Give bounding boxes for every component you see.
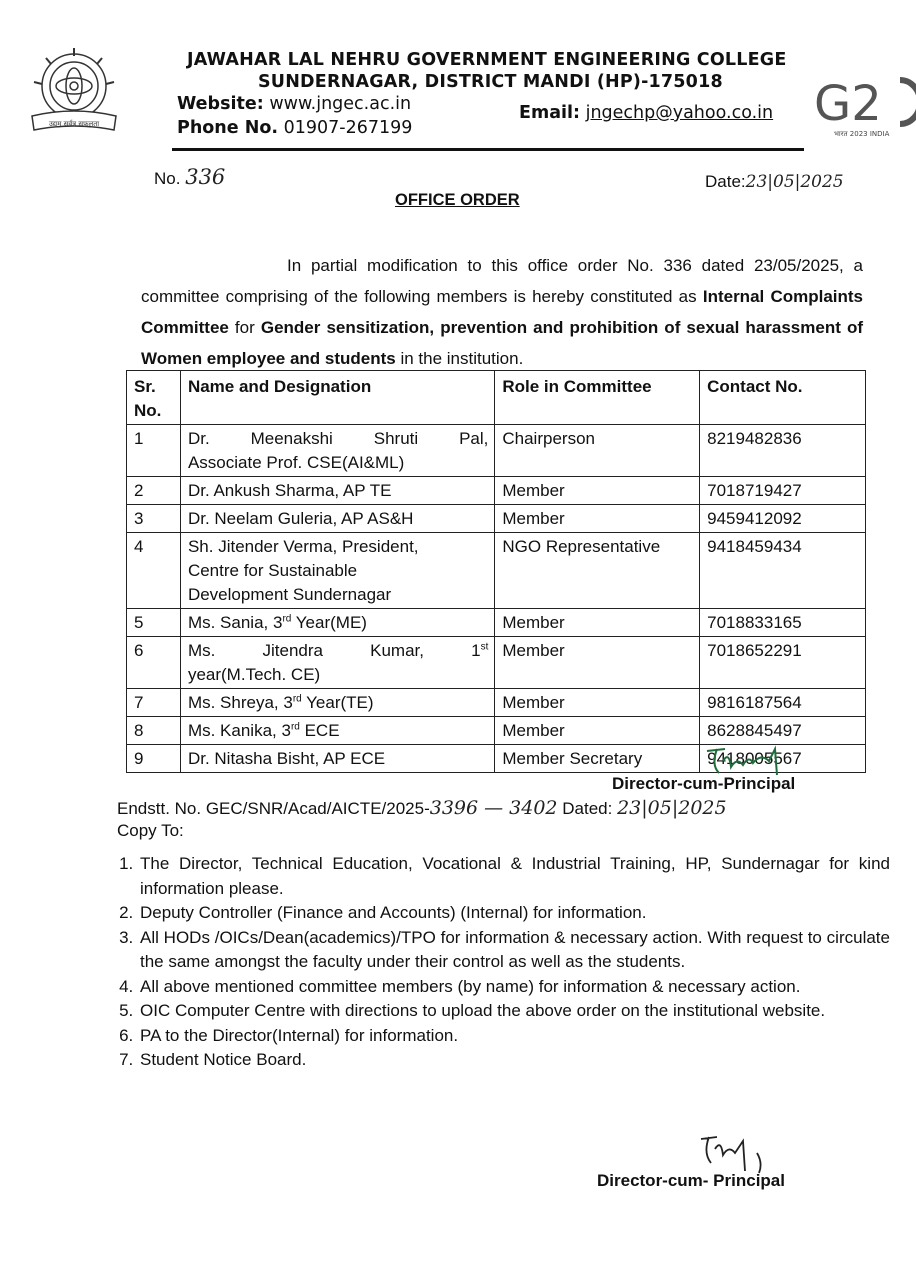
name-text: Ms. Kanika, 3: [187, 721, 291, 740]
name-line: [188, 639, 488, 663]
cell-sr: 9: [127, 745, 181, 773]
svg-text:उद्यम सर्वत्र सफलता: उद्यम सर्वत्र सफलता: [48, 120, 100, 128]
header-name: Name and Designation: [180, 371, 494, 425]
paragraph-text: in the institution.: [395, 349, 524, 368]
paragraph-text: for: [228, 318, 261, 337]
cell-contact: 9418005567: [700, 745, 866, 773]
name-text: Ms. Sania, 3: [187, 613, 283, 632]
g20-logo-icon: [812, 72, 916, 142]
institution-name: JAWAHAR LAL NEHRU GOVERNMENT ENGINEERING COLLEGE: [187, 50, 787, 70]
name-text: Year(ME): [291, 613, 367, 632]
svg-text:G2: G2: [814, 76, 882, 132]
committee-table: [126, 370, 866, 773]
table-row: [127, 637, 866, 689]
name-text: ECE: [299, 721, 340, 740]
list-item: 2. Deputy Controller (Finance and Accounts) (Internal) for information.: [138, 901, 890, 926]
cell-contact: 9459412092: [700, 505, 866, 533]
cell-name: Dr. Nitasha Bisht, AP ECE: [180, 745, 494, 773]
header-divider: [172, 148, 804, 151]
ordinal-suffix: rd: [290, 721, 300, 733]
list-item: 6. PA to the Director(Internal) for information.: [138, 1024, 890, 1049]
phone-value: 01907-267199: [283, 118, 413, 138]
table-row: [127, 425, 866, 477]
header-contact: Contact No.: [700, 371, 866, 425]
signatory-title: Director-cum-Principal: [612, 774, 796, 793]
cell-name: [180, 717, 494, 745]
cell-role: Member Secretary: [495, 745, 700, 773]
cell-sr: 5: [127, 609, 181, 637]
name-line: Dr. Meenakshi Shruti Pal,: [187, 429, 489, 448]
website-line: [177, 94, 411, 114]
order-date-value: 23|05|2025: [745, 172, 844, 192]
page-title: OFFICE ORDER: [395, 191, 520, 209]
header-role: Role in Committee: [495, 371, 700, 425]
cell-sr: 7: [127, 689, 181, 717]
cell-role: Member: [495, 637, 700, 689]
cell-name: [180, 689, 494, 717]
table-row: [127, 477, 866, 505]
table-row: [127, 609, 866, 637]
committee-name: Internal Complaints Committee: [141, 287, 864, 337]
cell-name: [180, 637, 494, 689]
designation-line: Centre for Sustainable: [187, 561, 358, 580]
svg-text:भारत 2023 INDIA: भारत 2023 INDIA: [834, 130, 890, 138]
cell-role: NGO Representative: [495, 533, 700, 609]
copy-to-label: Copy To:: [117, 821, 184, 840]
website-link[interactable]: www.jngec.ac.in: [269, 94, 412, 114]
committee-purpose: Gender sensitization, prevention and prohibition of sexual harassment of Women employee and students: [141, 318, 863, 368]
list-item: 4. All above mentioned committee members (by name) for information & necessary action.: [138, 975, 890, 1000]
name-line: Sh. Jitender Verma, President,: [187, 537, 419, 556]
cell-role: Member: [495, 505, 700, 533]
cell-sr: 3: [127, 505, 181, 533]
name-text: Ms. Jitendra Kumar, 1: [187, 641, 481, 660]
designation-line: Associate Prof. CSE(AI&ML): [187, 453, 405, 472]
email-label: Email:: [519, 103, 580, 123]
cell-contact: 9418459434: [700, 533, 866, 609]
list-item: 5. OIC Computer Centre with directions to upload the above order on the institutional website.: [138, 999, 890, 1024]
email-line: [519, 103, 773, 123]
name-text: Ms. Shreya, 3: [187, 693, 293, 712]
order-date: [705, 172, 844, 192]
cell-contact: 8628845497: [700, 717, 866, 745]
email-link[interactable]: jngechp@yahoo.co.in: [585, 103, 774, 123]
cell-role: Member: [495, 689, 700, 717]
endorsement-line: [117, 797, 727, 819]
cell-sr: 2: [127, 477, 181, 505]
paragraph-text: In partial modification to this office order No. 336 dated 23/05/2025, a committee comprising of the following members is hereby constituted as: [141, 256, 863, 306]
order-number: [154, 165, 225, 189]
cell-sr: 1: [127, 425, 181, 477]
table-row: [127, 689, 866, 717]
cell-sr: 8: [127, 717, 181, 745]
cell-sr: 6: [127, 637, 181, 689]
ordinal-suffix: rd: [292, 693, 302, 705]
table-row: [127, 717, 866, 745]
header-sr-no: Sr. No.: [127, 371, 181, 425]
cell-contact: 7018652291: [700, 637, 866, 689]
name-text: Year(TE): [301, 693, 374, 712]
cell-contact: 9816187564: [700, 689, 866, 717]
copy-to-list: [108, 852, 890, 1073]
order-number-label: No.: [154, 169, 181, 188]
cell-name: [180, 609, 494, 637]
cell-role: Member: [495, 609, 700, 637]
cell-name: [180, 533, 494, 609]
college-emblem-icon: [26, 46, 122, 138]
signature-icon: [703, 743, 813, 777]
cell-role: Chairperson: [495, 425, 700, 477]
order-date-label: Date:: [705, 172, 746, 191]
endorsement-date-label: Dated:: [557, 799, 618, 818]
cell-name: Dr. Neelam Guleria, AP AS&H: [180, 505, 494, 533]
cell-contact: 7018719427: [700, 477, 866, 505]
endorsement-number: Endstt. No. GEC/SNR/Acad/AICTE/2025-: [117, 799, 430, 818]
order-number-value: 336: [185, 165, 226, 189]
institution-address: SUNDERNAGAR, DISTRICT MANDI (HP)-175018: [258, 72, 723, 92]
order-paragraph: [141, 250, 863, 374]
table-row: [127, 533, 866, 609]
table-header-row: [127, 371, 866, 425]
list-item: 1. The Director, Technical Education, Vocational & Industrial Training, HP, Sundernagar for kind information please.: [138, 852, 890, 901]
list-item: 3. All HODs /OICs/Dean(academics)/TPO for information & necessary action. With request to circulate the same amongst the faculty under their control as well as the students.: [138, 926, 890, 975]
designation-line: year(M.Tech. CE): [187, 665, 321, 684]
table-row: [127, 505, 866, 533]
phone-line: [177, 118, 412, 138]
endorsement-range: 3396 — 3402: [429, 797, 558, 819]
phone-label: Phone No.: [177, 118, 279, 138]
cell-role: Member: [495, 477, 700, 505]
ordinal-suffix: st: [480, 641, 489, 653]
list-item: 7. Student Notice Board.: [138, 1048, 890, 1073]
designation-line: Development Sundernagar: [187, 585, 392, 604]
signature-icon: [697, 1133, 797, 1175]
cell-name: [180, 425, 494, 477]
ordinal-suffix: rd: [282, 613, 292, 625]
website-label: Website:: [177, 94, 264, 114]
cell-contact: 8219482836: [700, 425, 866, 477]
cell-name: Dr. Ankush Sharma, AP TE: [180, 477, 494, 505]
cell-sr: 4: [127, 533, 181, 609]
cell-role: Member: [495, 717, 700, 745]
signatory-title: Director-cum- Principal: [597, 1171, 785, 1190]
cell-contact: 7018833165: [700, 609, 866, 637]
endorsement-date-value: 23|05|2025: [617, 797, 727, 819]
